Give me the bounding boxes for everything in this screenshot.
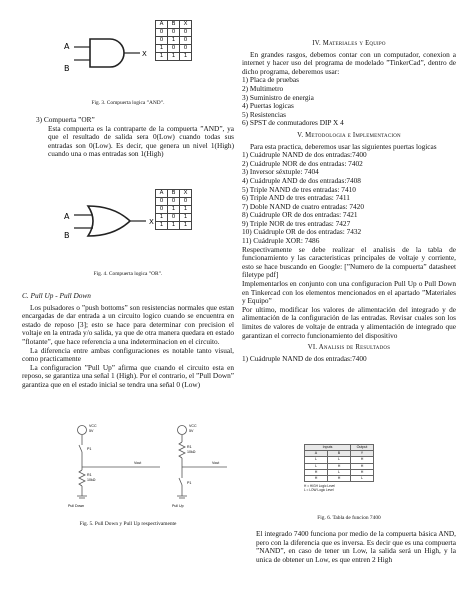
table-row (305, 469, 374, 475)
table-cell: L (328, 457, 351, 463)
pd-p1-label: P1 (87, 447, 92, 451)
or-body: Esta compuerta es la contraparte de la compuerta ”AND”, ya que el resultado de salida sera 0(Low) cuando todas sus entradas son 0(Low). Es decir, que genera un nivel 1(High) cuando una o mas entradas son 1(High) (48, 123, 234, 159)
table-row (156, 190, 192, 198)
pd-r1-label: R1 (87, 473, 92, 477)
table-cell: L (305, 463, 328, 469)
table-row (305, 476, 374, 482)
table-cell: 1 (156, 53, 168, 61)
table-cell: L (305, 457, 328, 463)
table-cell: 0 (156, 37, 168, 45)
list-item: 2) Cuádruple NOR de dos entradas: 7402 (242, 158, 363, 168)
list-item: 7) Doble NAND de cuatro entradas: 7420 (242, 201, 364, 211)
section-c-p2: La diferencia entre ambas configuraciones es notable tanto visual, como practicamente (22, 345, 234, 364)
section-iv (242, 40, 456, 363)
section-v-p1: Respectivamente se debe realizar el analisis de la tabla de funcionamiento y las caracteristicas principales de voltaje y corriente, esto se hace buscando en Google: [”Numero de la compuerta” datasheet filetype pdf] (242, 244, 456, 280)
table-cell: 1 (168, 37, 180, 45)
table-cell: 1 (180, 206, 192, 214)
fig5-caption: Fig. 5. Pull Down y Pull Up respectivamente (79, 521, 177, 527)
pd-vout-label: Vout (134, 461, 142, 465)
table-cell: A (156, 190, 168, 198)
list-item: 5) Triple NAND de tres entradas: 7410 (242, 184, 356, 194)
table-cell: H (351, 469, 374, 475)
table-row (156, 214, 192, 222)
table-cell: 1 (156, 214, 168, 222)
table-cell: H (328, 463, 351, 469)
table-cell: X (180, 21, 192, 29)
section-c-title: C. Pull Up - Pull Down (22, 291, 91, 300)
fig6-table-wrap (304, 444, 404, 492)
pull-down-label: Pull Down (68, 504, 85, 508)
fig3-caption: Fig. 3. Compuerta logica ”AND”. (91, 100, 165, 106)
table-row (156, 53, 192, 61)
table-cell: 0 (180, 45, 192, 53)
or-gate-symbol (88, 206, 130, 236)
list-item: 2) Multimetro (242, 83, 284, 93)
pu-p1-label: P1 (187, 481, 192, 485)
table-cell: 1 (156, 45, 168, 53)
section-v-title: V. Metodologia e Implementacion (297, 131, 401, 139)
and-output-x: X (142, 50, 147, 58)
list-item: 1) Placa de pruebas (242, 75, 299, 85)
table-row (156, 222, 192, 230)
or-truth-table (155, 189, 192, 230)
pull-circuits-figure (42, 412, 234, 512)
table-cell: 0 (168, 214, 180, 222)
table-cell: A (156, 21, 168, 29)
table-cell: 0 (156, 206, 168, 214)
section-v-p2: Implementarlos en conjunto con una configuracion Pull Up o Pull Down en Tinkercad con los elementos mencionados en el apartado ”Materiales y Equipo” (242, 279, 456, 306)
table-cell: L (351, 476, 374, 482)
table-cell: 0 (156, 29, 168, 37)
or-heading: 3) Compuerta ”OR” (36, 115, 95, 124)
section-v-intro: Para esta practica, deberemos usar las siguientes puertas logicas (250, 141, 437, 151)
table-cell: 1 (180, 222, 192, 230)
list-item: 5) Resistencias (242, 109, 286, 119)
or-input-a: A (64, 212, 70, 221)
table-cell: 0 (168, 29, 180, 37)
or-item (36, 116, 234, 159)
fig6-caption: Fig. 6. Tabla de funcion 7400 (317, 515, 381, 521)
table-cell: 1 (180, 214, 192, 222)
table-row (305, 457, 374, 463)
table-cell: 1 (168, 222, 180, 230)
function-table-7400 (304, 444, 374, 482)
table-cell: 0 (168, 198, 180, 206)
list-item: 4) Puertas logicas (242, 101, 294, 111)
list-item: 6) SPST de conmutadores DIP X 4 (242, 118, 344, 128)
table-cell: H (351, 463, 374, 469)
table-cell: H (351, 457, 374, 463)
list-item: 6) Triple AND de tres entradas: 7411 (242, 193, 350, 203)
pd-vcc-value: 5V (89, 429, 94, 433)
fig6-note-low: L = LOW Logic Level (304, 488, 334, 493)
or-input-b: B (64, 231, 70, 240)
section-iv-intro: En grandes rasgos, debemos contar con un computador, conexion a internet y hacer uso del programa de modelado ”TinkerCad”, dentro de dicho programa, deberemos usar: (242, 49, 456, 76)
table-cell: 0 (180, 37, 192, 45)
table-cell: 1 (156, 222, 168, 230)
table-cell: Inputs (305, 445, 351, 451)
table-cell: 1 (168, 206, 180, 214)
table-cell: A (305, 451, 328, 457)
section-vi-item1: 1) Cuádruple NAND de dos entradas:7400 (242, 353, 367, 363)
and-input-b: B (64, 64, 70, 73)
table-cell: B (328, 451, 351, 457)
table-cell: 0 (156, 198, 168, 206)
list-item: 9) Triple NOR de tres entradas: 7427 (242, 218, 351, 228)
section-c-p3: La configuracion ”Pull Up” afirma que cuando el circuito esta en reposo, se garantiza una señal 1 (High). Por el contrario, el ”Pull Down” garantiza que en el estado inicial se tendra una señal 0 (Low) (22, 362, 234, 389)
table-cell: 0 (180, 29, 192, 37)
table-cell: Output (351, 445, 374, 451)
list-item: 1) Cuádruple NAND de dos entradas:7400 (242, 150, 367, 160)
table-row (156, 29, 192, 37)
fig4-caption: Fig. 4. Compuerta logica ”OR”. (93, 271, 163, 277)
pu-vout-label: Vout (212, 461, 220, 465)
table-cell: 1 (168, 53, 180, 61)
list-item: 10) Cuádruple OR de dos entradas: 7432 (242, 227, 362, 237)
and-gate-symbol (90, 39, 124, 67)
table-cell: B (168, 21, 180, 29)
list-item: 3) Suministro de energia (242, 92, 314, 102)
materials-list (242, 76, 456, 128)
and-input-a: A (64, 42, 70, 51)
or-output-x: X (149, 218, 154, 226)
table-row (156, 206, 192, 214)
table-row (156, 21, 192, 29)
list-item: 11) Cuádruple XOR: 7486 (242, 236, 320, 246)
fig6-note-high: H = HIGH Logic Level (304, 484, 335, 489)
table-row (156, 37, 192, 45)
section-vi-title: VI. Analisis de Resultados (307, 344, 391, 352)
pu-vcc-label: VCC (189, 424, 197, 428)
section-c (22, 292, 234, 390)
list-item: 8) Cuádruple OR de dos entradas: 7421 (242, 210, 358, 220)
section-iv-title: IV. Materiales y Equipo (312, 40, 386, 47)
table-cell: 0 (168, 45, 180, 53)
section-c-p1: Los pulsadores o ”push bottoms” son resistencias normales que estan encargadas de dar entrada a un circuito logico cuando se encuentra en estado de reposo [3]; esto se hace para determinar con precision el voltaje en la entrada y/o salida, ya que de otra manera quedara en estado ”flotante”, que hace referencia a una indeterminacion en el circuito. (22, 302, 234, 346)
table-cell: L (328, 469, 351, 475)
list-item: 4) Cuádruple AND de dos entradas:7408 (242, 175, 361, 185)
table-cell: H (328, 476, 351, 482)
table-cell: H (305, 469, 328, 475)
table-row (156, 198, 192, 206)
pu-r1-value: 10kΩ (187, 450, 196, 454)
pu-r1-label: R1 (187, 445, 192, 449)
gates-list (242, 151, 456, 246)
table-cell: H (305, 476, 328, 482)
table-cell: 1 (180, 53, 192, 61)
table-cell: B (168, 190, 180, 198)
table-cell: 0 (180, 198, 192, 206)
final-paragraph: El integrado 7400 funciona por medio de la compuerta básica AND, pero con la diferencia que es inversa. Es decir que es una compuerta ”NAND”, en caso de tener un Low, la salida será un High, y la unica de obtener un Low, es que entren 2 High (256, 529, 456, 564)
table-row (156, 45, 192, 53)
section-v-p3: Por ultimo, modificar los valores de alimentación del integrado y de alimentación de la configuración de las entradas. Revisar cuales son los limites de valores de voltaje de entrada y alimentación de integrado que garantizan el correcto funcionamiento del dispositivo (242, 304, 456, 340)
table-row (305, 463, 374, 469)
pd-r1-value: 10kΩ (87, 478, 96, 482)
table-row (305, 451, 374, 457)
pull-up-label: Pull Up (172, 504, 184, 508)
or-gate-figure (52, 188, 242, 268)
pd-vcc-label: VCC (89, 424, 97, 428)
table-cell: Y (351, 451, 374, 457)
pu-vcc-value: 5V (189, 429, 194, 433)
and-gate-figure (52, 20, 242, 100)
table-cell: X (180, 190, 192, 198)
and-truth-table (155, 20, 192, 61)
list-item: 3) Inversor séxtuple: 7404 (242, 167, 319, 177)
